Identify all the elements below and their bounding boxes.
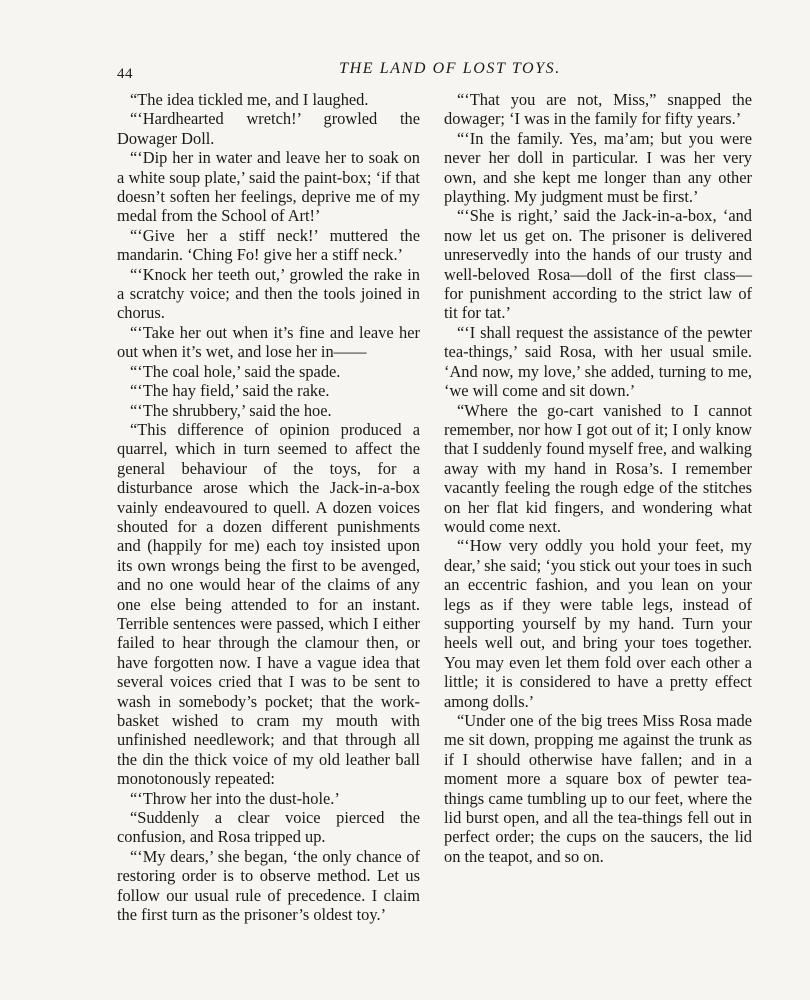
paragraph: “‘Take her out when it’s fine and leave her out when it’s wet, and lose her in——: [117, 322, 420, 362]
paragraph: “Suddenly a clear voice pierced the confusion, and Rosa tripped up.: [117, 808, 420, 847]
paragraph: “‘She is right,’ said the Jack-in-a-box, ‘and now let us get on. The prisoner is delivered unreservedly into the hands of our trusty and well-beloved Rosa—doll of the first class—for punishment according to the strict law of tit for tat.’: [444, 206, 752, 323]
paragraph: “‘The hay field,’ said the rake.: [130, 381, 330, 401]
paragraph: “This difference of opinion produced a quarrel, which in turn seemed to affect the general behaviour of the toys, for a disturbance arose which the Jack-in-a-box vainly endeavoured to quell. A dozen voices shouted for a dozen different punishments and (happily for me) each toy insisted upon its own wrongs being the first to be avenged, and no one would hear of the claims of any one else being attended to for an instant. Terrible sentences were passed, which I either failed to hear through the clamour then, or have forgotten now. I have a vague idea that several voices cried that I was to be sent to wash in somebody’s pocket; that the work-basket wished to cram my mouth with unfinished needlework; and that through all the din the thick voice of my old leather ball monotonously repeated:: [117, 419, 420, 789]
paragraph: “‘Give her a stiff neck!’ muttered the mandarin. ‘Ching Fo! give her a stiff neck.’: [117, 225, 420, 265]
paragraph: “‘Knock her teeth out,’ growled the rake in a scratchy voice; and then the tools joined in chorus.: [117, 264, 420, 323]
paragraph: “The idea tickled me, and I laughed.: [130, 90, 369, 109]
paragraph: “Where the go-cart vanished to I cannot remember, nor how I got out of it; I only know that I suddenly found myself free, and walking away with my hand in Rosa’s. I remember vacantly feeling the rough edge of the stitches on her flat kid fingers, and wondering what would come next.: [444, 400, 752, 536]
paragraph: “‘How very oddly you hold your feet, my dear,’ she said; ‘you stick out your toes in such an eccentric fashion, and you lean on your legs as if they were table legs, instead of supporting yourself by my hand. Turn your heels well out, and bring your toes together. You may even let them fold over each other a little; it is considered to have a pretty effect among dolls.’: [444, 536, 752, 711]
paragraph: “‘That you are not, Miss,” snapped the dowager; ‘I was in the family for fifty years.’: [444, 90, 752, 129]
left-column: [117, 90, 420, 924]
paragraph: “‘I shall request the assistance of the pewter tea-things,’ said Rosa, with her usual smile. ‘And now, my love,’ she added, turning to me, ‘we will come and sit down.’: [444, 322, 752, 401]
page-header: [117, 60, 753, 82]
page-number: 44: [117, 66, 133, 82]
paragraph: “‘Hardhearted wretch!’ growled the Dowager Doll.: [117, 109, 420, 148]
running-title: THE LAND OF LOST TOYS.: [339, 60, 561, 77]
paragraph: “‘My dears,’ she began, ‘the only chance of restoring order is to observe method. Let us follow our usual rule of precedence. I claim the first turn as the prisoner’s oldest toy.’: [117, 846, 420, 925]
paragraph: “‘In the family. Yes, ma’am; but you were never her doll in particular. I was her very own, and she kept me longer than any other plaything. My judgment must be first.’: [444, 128, 752, 207]
paragraph: “‘The coal hole,’ said the spade.: [130, 361, 341, 381]
right-column: [444, 90, 752, 866]
paragraph: “‘The shrubbery,’ said the hoe.: [130, 400, 332, 420]
paragraph: “Under one of the big trees Miss Rosa made me sit down, propping me against the trunk as if I should otherwise have fallen; and in a moment more a square box of pewter tea-things came tumbling up to our feet, where the lid burst open, and all the tea-things fell out in perfect order; the cups on the saucers, the lid on the teapot, and so on.: [444, 711, 752, 866]
paragraph: “‘Throw her into the dust-hole.’: [130, 788, 340, 808]
paragraph: “‘Dip her in water and leave her to soak on a white soup plate,’ said the paint-box; ‘if that doesn’t soften her feelings, deprive me of my medal from the School of Art!’: [117, 148, 420, 226]
